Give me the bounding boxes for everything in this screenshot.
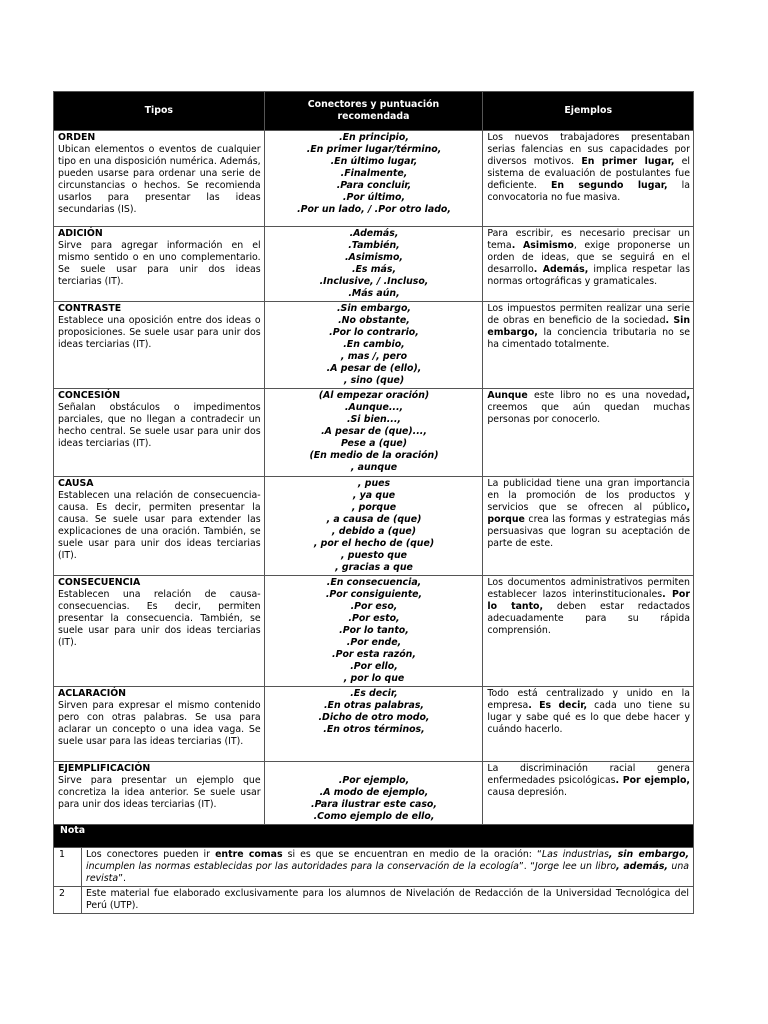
example-cell [483, 131, 694, 227]
tipo-description: Establecen una relación de causa-consecuencias. Es decir, permiten presentar la consecuencia. También, se suele usar para unir dos ideas terciarias (IT). [58, 589, 261, 648]
connector-item: .También, [348, 240, 400, 251]
example-fragment: deben estar redactados adecuadamente para su rápida comprensión. [487, 601, 690, 636]
connector-item: .Para ilustrar este caso, [311, 799, 437, 810]
table-row [54, 302, 694, 389]
nota-fragment: Las industrias [541, 849, 609, 860]
nota-fragment: Jorge lee un libro [535, 861, 617, 872]
nota-fragment: ”. [118, 873, 126, 884]
example-fragment: causa depresión. [487, 787, 568, 798]
example-fragment: En segundo lugar, [550, 180, 668, 191]
connector-item: .Finalmente, [340, 168, 408, 179]
connector-item: , a causa de (que) [326, 514, 422, 525]
nota-number: 2 [54, 887, 82, 913]
example-fragment: La discriminación racial genera enfermedades psicológicas [487, 763, 690, 786]
example-fragment: . Sin embargo, [487, 315, 690, 338]
connectors-cell [264, 762, 483, 825]
connector-item: , puesto que [340, 550, 408, 561]
nota-inner-table [54, 887, 693, 913]
example-fragment: Los nuevos trabajadores presentaban serias falencias en sus capacidades por diversos motivos. [487, 132, 690, 167]
connector-item: .Por último, [342, 192, 406, 203]
connectors-cell [264, 477, 483, 576]
nota-text [82, 887, 694, 913]
example-fragment: . Además, [533, 264, 589, 275]
connector-item: .A pesar de (que)..., [321, 426, 427, 437]
example-fragment: cada uno tiene su lugar y sabe qué es lo que debe hacer y cuándo hacerlo. [487, 700, 691, 735]
table-body [54, 131, 694, 825]
connector-item: .Es más, [351, 264, 396, 275]
example-fragment: Aunque [487, 390, 528, 401]
example-fragment: la convocatoria no fue masiva. [487, 180, 690, 203]
example-fragment: . Por lo tanto, [487, 589, 690, 612]
example-fragment: el sistema de evaluación de postulantes fue deficiente. [487, 156, 690, 191]
connector-item: , gracias a que [335, 562, 413, 573]
nota-inner-table [54, 848, 693, 886]
connector-item: , porque [351, 502, 397, 513]
connector-item: .Por ende, [346, 637, 402, 648]
connector-item: , pues [357, 478, 391, 489]
connector-item: .En último lugar, [330, 156, 418, 167]
nota-fragment: si es que se encuentran en medio de la oración: “ [282, 849, 542, 860]
connector-item: .Dicho de otro modo, [318, 712, 430, 723]
connector-item: .Por eso, [350, 601, 398, 612]
connector-item: .Asimismo, [345, 252, 403, 263]
connector-item: .En cambio, [343, 339, 405, 350]
connectors-cell [264, 687, 483, 762]
connector-item: Pese a (que) [340, 438, 408, 449]
connector-item: .Por lo tanto, [339, 625, 409, 636]
tipo-title: ORDEN [58, 132, 96, 143]
connector-item: , mas /, pero [340, 351, 408, 362]
example-fragment: , porque [487, 502, 690, 525]
nota-fragment: Los conectores pueden ir [86, 849, 216, 860]
connector-item: .Más aún, [348, 288, 400, 299]
example-fragment: Los impuestos permiten realizar una serie de obras en beneficio de la sociedad [487, 303, 690, 326]
tipo-title: CONSECUENCIA [58, 577, 141, 588]
example-fragment: Los documentos administrativos permiten establecer lazos interinstitucionales [487, 577, 690, 600]
connector-item: .En otras palabras, [323, 700, 424, 711]
example-fragment: creemos que aún quedan muchas personas por conocerlo. [487, 402, 690, 425]
table-row [54, 131, 694, 227]
example-fragment: este libro no es una novedad [527, 390, 687, 401]
example-fragment: Todo está centralizado y unido en la empresa [487, 688, 690, 711]
tipo-title: ADICIÓN [58, 228, 103, 239]
nota-row-wrap [54, 848, 694, 887]
example-cell [483, 576, 694, 687]
nota-fragment: entre comas [215, 849, 283, 860]
table-row [54, 687, 694, 762]
tipo-description: Sirve para agregar información en el mismo sentido o en uno complementario. Se suele usar para unir dos ideas terciarias (IT). [58, 240, 261, 287]
example-cell [483, 477, 694, 576]
connector-item: .Por ejemplo, [338, 775, 410, 786]
connectors-cell [264, 302, 483, 389]
tipo-cell [54, 227, 265, 302]
tipo-cell [54, 131, 265, 227]
example-fragment: La publicidad tiene una gran importancia en la promoción de los productos y servicios que se ofrecen al público [487, 478, 690, 513]
table-header-row [54, 92, 694, 131]
tipo-description: Señalan obstáculos o impedimentos parciales, que no llegan a contradecir un hecho central. Se suele usar para unir dos ideas terciarias (IT). [58, 402, 261, 449]
connector-item: .Como ejemplo de ello, [313, 811, 435, 822]
connectors-table [53, 91, 694, 914]
connectors-cell [264, 576, 483, 687]
example-cell [483, 762, 694, 825]
connector-item: .En consecuencia, [326, 577, 422, 588]
tipo-description: Ubican elementos o eventos de cualquier tipo en una disposición numérica. Además, pueden usarse para ordenar una serie de circunstancias o hechos. Se recomienda usarlos para presentar las ideas secundarias (IS). [58, 144, 261, 215]
example-fragment: , [686, 390, 690, 401]
connector-item: .Por consiguiente, [325, 589, 423, 600]
nota-row [54, 887, 694, 914]
connector-item: .Para concluir, [336, 180, 412, 191]
example-cell [483, 302, 694, 389]
nota-text [82, 848, 694, 886]
example-fragment: . Asimismo [511, 240, 574, 251]
connector-item: .En otros términos, [323, 724, 425, 735]
connector-item: .Por esto, [348, 613, 400, 624]
connector-item: (En medio de la oración) [309, 450, 439, 461]
connector-item: , por lo que [343, 673, 405, 684]
tipo-cell [54, 302, 265, 389]
connectors-cell [264, 131, 483, 227]
table-row [54, 477, 694, 576]
connector-item: .Es decir, [350, 688, 398, 699]
tipo-title: CONTRASTE [58, 303, 122, 314]
nota-number: 1 [54, 848, 82, 886]
example-cell [483, 227, 694, 302]
tipo-description: Sirve para presentar un ejemplo que concretiza la idea anterior. Se suele usar para unir dos ideas terciarias (IT). [58, 775, 261, 810]
example-fragment: crea las formas y estrategias más persuasivas que logran su aceptación de parte de este. [487, 514, 690, 549]
example-fragment: , exige proponerse un orden de ideas, que se seguirá en el desarrollo [487, 240, 690, 275]
connector-item: .Aunque..., [344, 402, 404, 413]
example-fragment: la conciencia tributaria no se ha cimentado totalmente. [487, 327, 690, 350]
header-ejemplos: Ejemplos [483, 92, 694, 131]
nota-section [54, 825, 694, 914]
connector-item: , por el hecho de (que) [313, 538, 435, 549]
connector-item: .Además, [349, 228, 399, 239]
connector-item: .Sin embargo, [337, 303, 411, 314]
connector-item: , aunque [350, 462, 398, 473]
connector-item: .A modo de ejemplo, [319, 787, 429, 798]
example-fragment: En primer lugar, [581, 156, 675, 167]
connector-item: (Al empezar oración) [318, 390, 430, 401]
nota-fragment: , sin embargo, [608, 849, 690, 860]
tipo-cell [54, 576, 265, 687]
tipo-cell [54, 477, 265, 576]
nota-row [54, 848, 694, 887]
connector-item [269, 763, 480, 775]
example-cell [483, 687, 694, 762]
example-fragment: implica respetar las normas ortográficas y gramaticales. [487, 264, 691, 287]
tipo-cell [54, 389, 265, 477]
nota-fragment: Este material fue elaborado exclusivamente para los alumnos de Nivelación de Redacción de la Universidad Tecnológica del Perú (UTP). [86, 888, 689, 911]
example-fragment: . Es decir, [528, 700, 588, 711]
table-row [54, 227, 694, 302]
table-row [54, 389, 694, 477]
connector-item: .Por lo contrario, [329, 327, 419, 338]
tipo-title: ACLARACIÓN [58, 688, 127, 699]
connector-item: .Inclusive, / .Incluso, [319, 276, 429, 287]
connectors-cell [264, 227, 483, 302]
tipo-description: Sirven para expresar el mismo contenido pero con otras palabras. Se usa para aclarar un concepto o una idea vaga. Se suele usar para las ideas terciarias (IT). [58, 700, 261, 747]
tipo-title: CONCESIÓN [58, 390, 121, 401]
connectors-cell [264, 389, 483, 477]
header-tipos: Tipos [54, 92, 265, 131]
tipo-title: EJEMPLIFICACIÓN [58, 763, 151, 774]
tipo-cell [54, 762, 265, 825]
connector-item: .Por ello, [350, 661, 398, 672]
nota-row-wrap [54, 887, 694, 914]
connector-item: .En primer lugar/término, [306, 144, 442, 155]
connector-item: , sino (que) [343, 375, 405, 386]
connectors-table-sheet [53, 91, 694, 914]
nota-fragment: ”. “ [518, 861, 535, 872]
connector-item: .Por un lado, / .Por otro lado, [297, 204, 451, 215]
header-conectores: Conectores y puntuación recomendada [264, 92, 483, 131]
table-row [54, 762, 694, 825]
nota-header-row [54, 825, 694, 848]
tipo-description: Establecen una relación de consecuencia-causa. Es decir, permiten presentar la causa. Se suele usar para extender las explicaciones de una oración. También, se suele usar para unir dos ideas terciarias (IT). [58, 490, 261, 561]
tipo-title: CAUSA [58, 478, 94, 489]
nota-label: Nota [54, 825, 694, 848]
connector-item: .A pesar de (ello), [326, 363, 422, 374]
connector-item: , debido a (que) [331, 526, 417, 537]
nota-fragment: , además, [616, 861, 668, 872]
example-fragment: . Por ejemplo, [615, 775, 690, 786]
tipo-cell [54, 687, 265, 762]
connector-item: .No obstante, [338, 315, 410, 326]
example-fragment: Para escribir, es necesario precisar un tema [487, 228, 690, 251]
nota-fragment: incumplen las normas establecidas por las autoridades para la conservación de la ecología [86, 861, 519, 872]
tipo-description: Establece una oposición entre dos ideas o proposiciones. Se suele usar para unir dos ideas terciarias (IT). [58, 315, 261, 350]
connector-item: .Si bien..., [346, 414, 401, 425]
example-cell [483, 389, 694, 477]
connector-item: , ya que [352, 490, 396, 501]
connector-item: .Por esta razón, [332, 649, 416, 660]
nota-fragment: una revista [86, 861, 690, 884]
table-row [54, 576, 694, 687]
connector-item: .En principio, [339, 132, 409, 143]
